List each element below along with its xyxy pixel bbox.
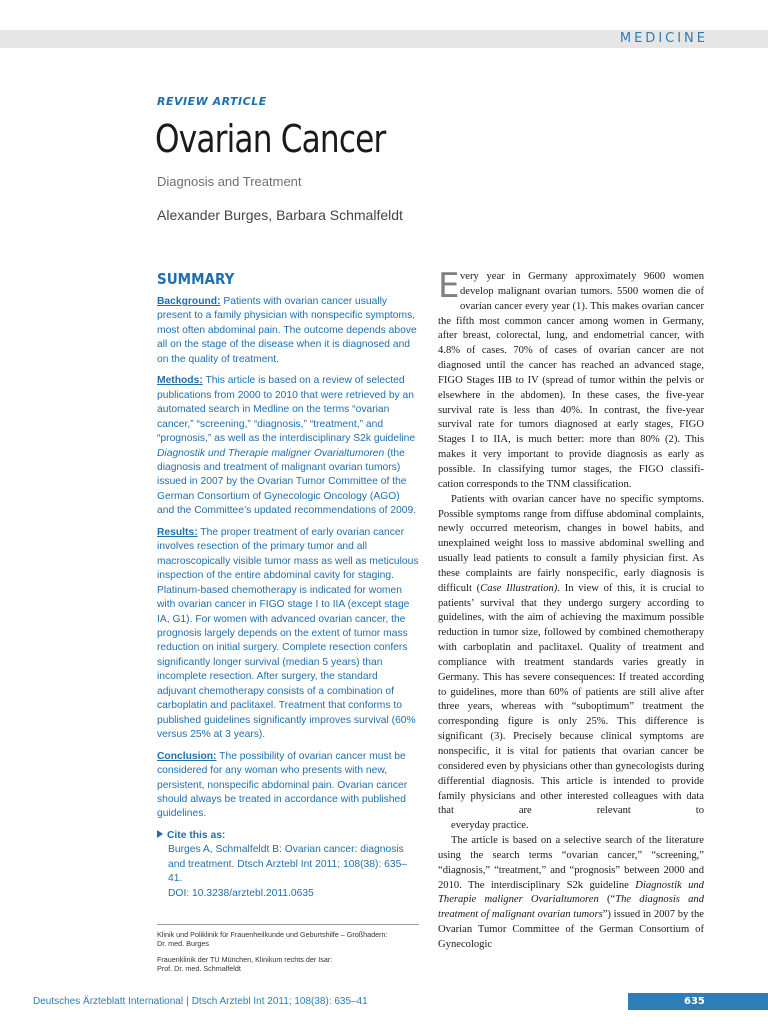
journal-name: Deutsches Ärzteblatt International: [33, 996, 184, 1007]
methods-label: Methods:: [157, 375, 203, 387]
paragraph-last-line: everyday practice.: [451, 820, 529, 832]
methods-text-1: This article is based on a review of selected publications from 2000 to 2010 that were retrieved by an automated search in Medline on the terms “ovarian cancer,” “screening,” “diagnosis,” “treatment,” and “prognosis,” as well as the interdisciplinary S2k guideline: [157, 375, 416, 445]
paragraph-text: . In view of this, it is crucial to patients’ survival that they undergo surgery according to guidelines, with the aim of achieving the maximum possible reduction in tumor size, followed by combined chemotherapy with carboplatin and paclitaxel. Quality of treatment and compliance with treatment standards varies greatly in Germany. This has severe consequences: If treated according to guidelines, more than 60% of patients are still alive after three years, whereas with “suboptimum” treatment the corresponding figure is only 25%. This difference is significant (3). Precisely because clinical symptoms are nonspecific, it is vital for patients that ovarian cancer be considered even by physicians other than gynecologists during differential diagnosis. This article is intended to provide family physicians and other interested colleagues with data that are relevant to: [438, 582, 705, 817]
methods-text-2: (the diagnosis and treatment of malignant ovarian tumors) issued in 2007 by the Ovarian Tumor Committee of the German Consortium of Gynecologic Oncology (AGO) and the Committee’s updated recommendations of 2009.: [157, 447, 417, 517]
summary-conclusion: [157, 750, 419, 822]
section-label: MEDICINE: [619, 31, 708, 46]
cite-line: and treatment. Dtsch Arztebl Int 2011; 108(38): 635–41.: [168, 858, 408, 885]
cite-doi[interactable]: DOI: 10.3238/arztebl.2011.0635: [168, 887, 314, 899]
cite-block: [157, 829, 419, 901]
article-type: REVIEW ARTICLE: [157, 95, 267, 108]
cite-heading: Cite this as:: [167, 829, 226, 841]
triangle-bullet-icon: [157, 830, 163, 838]
summary-background: [157, 295, 419, 367]
summary-box: [157, 270, 419, 901]
affiliation-2: [157, 955, 419, 974]
paragraph-text: very year in Germany approximately 9600 women develop malignant ovarian tumors. 5500 women die of ovarian cancer every year (1). This makes ovarian cancer the fifth most common cancer among women in Germany, after breast, colorectal, lung, and endometrial cancer, with 4.8% of cases. 70% of cases of ovarian cancer are not diagnosed until the cancer has reached an advanced stage, FIGO Stages IIB to IV (spread of tumor within the pelvis or elsewhere in the abdomen). In these cases, the five-year survival rate is less than 40%. In contrast, the five-year survival rate for tumors diagnosed at early stages, FIGO Stages I to IIA, is much better: more than 80% (2). This makes it very important to provide diagnosis as early as possible. In classifying tumor stages, the FIGO classifi-: [438, 271, 704, 475]
cite-line: Burges A, Schmalfeldt B: Ovarian cancer: diagnosis: [168, 844, 404, 856]
paragraph-last-line: cation corresponds to the TNM classification.: [438, 478, 632, 490]
guideline-title: Diagnostik und Therapie maligner Ovarialtumoren: [438, 879, 704, 906]
affiliation-institution: Frauenklinik der TU München, Klinikum rechts der Isar:: [157, 954, 333, 964]
paragraph-text: ”) issued in 2007 by the Ovarian Tumor Committee of the German Consortium of Gynecologic: [438, 909, 704, 950]
body-paragraph-3: [438, 834, 704, 953]
affiliation-author: Dr. med. Burges: [157, 939, 209, 949]
background-label: Background:: [157, 296, 221, 307]
footer-journal-line: [33, 996, 368, 1007]
results-text: The proper treatment of early ovarian cancer involves resection of the primary tumor and all macroscopically visible tumor mass as well as meticulous inspection of the entire abdominal cavity for staging. Platinum-based chemotherapy is indicated for women with ovarian cancer in FIGO stage I to IIA (except stage IA, G1). For women with advanced ovarian cancer, the prognosis largely depends on the extent of tumor mass reduction on initial surgery. Complete resection confers significantly longer survival (median 5 years) than incomplete resection. After surgery, the standard adjuvant chemotherapy consists of a combination of carboplatin and paclitaxel. Treatment that conforms to published guidelines significantly improves survival (60% versus 25% at 3 years).: [157, 526, 419, 741]
drop-cap: E: [438, 266, 460, 306]
paragraph-text: The article is based on a selective search of the literature using the search terms “ovarian cancer,” “screening,” “diagnosis,” “treatment,” and “prognosis” between 2000 and 2010. The interdisciplinary S2k guideline: [438, 835, 704, 891]
cite-body: [157, 843, 419, 901]
cite-heading-row: [157, 829, 419, 843]
article-title: Ovarian Cancer: [155, 117, 386, 161]
guideline-translation: The diagnosis and treatment of malignant ovarian tumors: [438, 894, 704, 921]
results-label: Results:: [157, 526, 198, 538]
affiliations: [157, 924, 419, 979]
summary-results: [157, 526, 419, 743]
summary-heading: SUMMARY: [157, 270, 235, 288]
methods-guideline-title: Diagnostik und Therapie maligner Ovarialtumoren: [157, 447, 385, 459]
footer-separator: |: [186, 996, 189, 1007]
affiliation-author: Prof. Dr. med. Schmalfeldt: [157, 963, 241, 973]
page-number: 635: [628, 993, 768, 1010]
paragraph-text: (“: [598, 894, 616, 906]
body-paragraph-1: [438, 266, 704, 493]
conclusion-text: The possibility of ovarian cancer must be considered for any woman who presents with new, persistent, nonspecific abdominal pain. Ovarian cancer should always be treated in accordance with published guidelines.: [157, 750, 408, 820]
body-text-column: [438, 266, 705, 953]
summary-methods: [157, 374, 419, 519]
background-text: Patients with ovarian cancer usually present to a family physician with nonspecific symptoms, most often abdominal pain. The outcome depends above all on the stage of the disease when it is diagnosed and on the quality of treatment.: [157, 296, 417, 365]
article-authors: Alexander Burges, Barbara Schmalfeldt: [157, 207, 403, 223]
journal-citation: Dtsch Arztebl Int 2011; 108(38): 635–41: [191, 996, 368, 1007]
paragraph-text: Patients with ovarian cancer have no specific symptoms. Possible symptoms range from diffuse abdominal complaints, newly occurred meteorism, changes in bowel habits, and unexplained weight loss to massive abdominal swelling and usually lead patients to consult a family physician first. As these complaints are fairly nonspecific, early diagnosis is difficult (: [438, 493, 704, 594]
article-subtitle: Diagnosis and Treatment: [157, 174, 302, 189]
affiliation-1: [157, 930, 419, 949]
conclusion-label: Conclusion:: [157, 750, 217, 762]
body-paragraph-2: [438, 493, 704, 834]
case-illustration-ref[interactable]: Case Illustration): [480, 582, 558, 594]
affiliation-institution: Klinik und Poliklinik für Frauenheilkunde und Geburtshilfe – Großhadern:: [157, 930, 388, 939]
